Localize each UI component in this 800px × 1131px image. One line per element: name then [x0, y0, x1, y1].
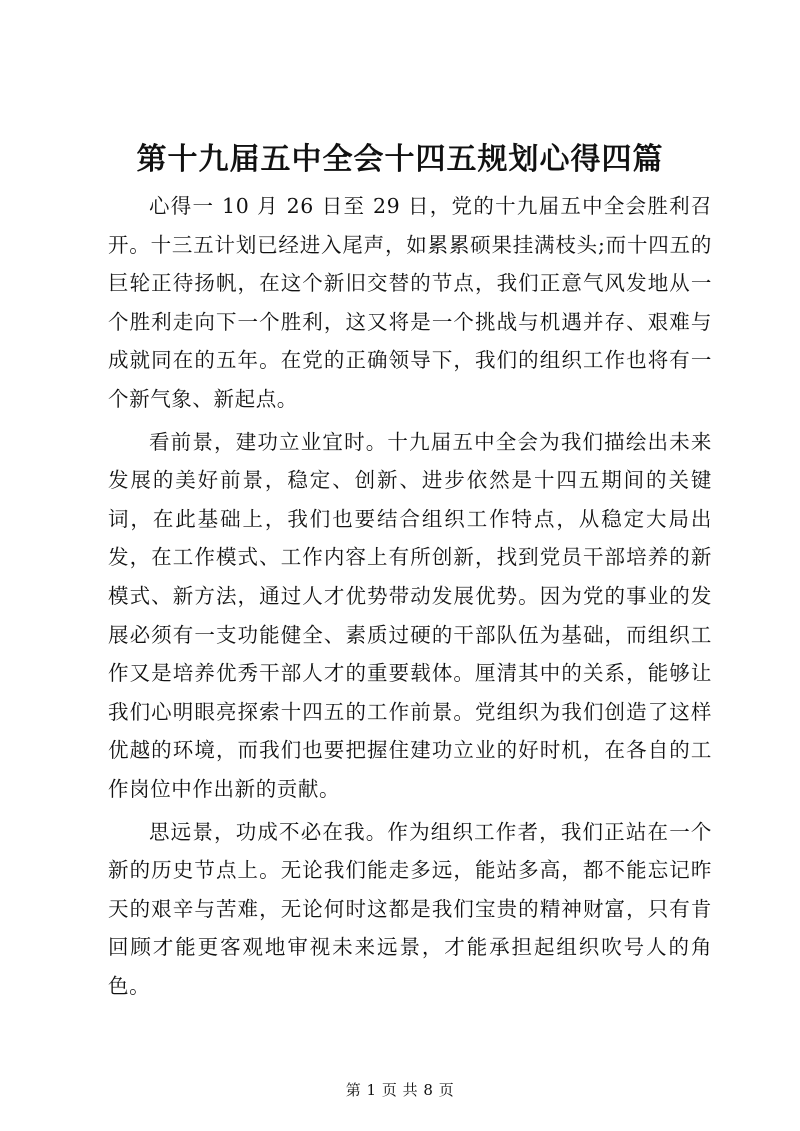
document-body [108, 187, 712, 1009]
paragraph-3: 思远景，功成不必在我。作为组织工作者，我们正站在一个新的历史节点上。无论我们能走多远，能站多高，都不能忘记昨天的艰辛与苦难，无论何时这都是我们宝贵的精神财富，只有肯回顾才能更客观地审视未来远景，才能承担起组织吹号人的角色。 [108, 819, 712, 998]
paragraph-1: 心得一 10 月 26 日至 29 日，党的十九届五中全会胜利召开。十三五计划已经进入尾声，如累累硕果挂满枝头;而十四五的巨轮正待扬帆，在这个新旧交替的节点，我们正意气风发地从一个胜利走向下一个胜利，这又将是一个挑战与机遇并存、艰难与成就同在的五年。在党的正确领导下，我们的组织工作也将有一个新气象、新起点。 [108, 194, 712, 411]
paragraph-2: 看前景，建功立业宜时。十九届五中全会为我们描绘出未来发展的美好前景，稳定、创新、进步依然是十四五期间的关键词，在此基础上，我们也要结合组织工作特点，从稳定大局出发，在工作模式、工作内容上有所创新，找到党员干部培养的新模式、新方法，通过人才优势带动发展优势。因为党的事业的发展必须有一支功能健全、素质过硬的干部队伍为基础，而组织工作又是培养优秀干部人才的重要载体。厘清其中的关系，能够让我们心明眼亮探索十四五的工作前景。党组织为我们创造了这样优越的环境，而我们也要把握住建功立业的好时机，在各自的工作岗位中作出新的贡献。 [108, 429, 712, 801]
page-number-footer: 第 1 页 共 8 页 [345, 1081, 455, 1099]
document-title: 第十九届五中全会十四五规划心得四篇 [136, 142, 664, 177]
